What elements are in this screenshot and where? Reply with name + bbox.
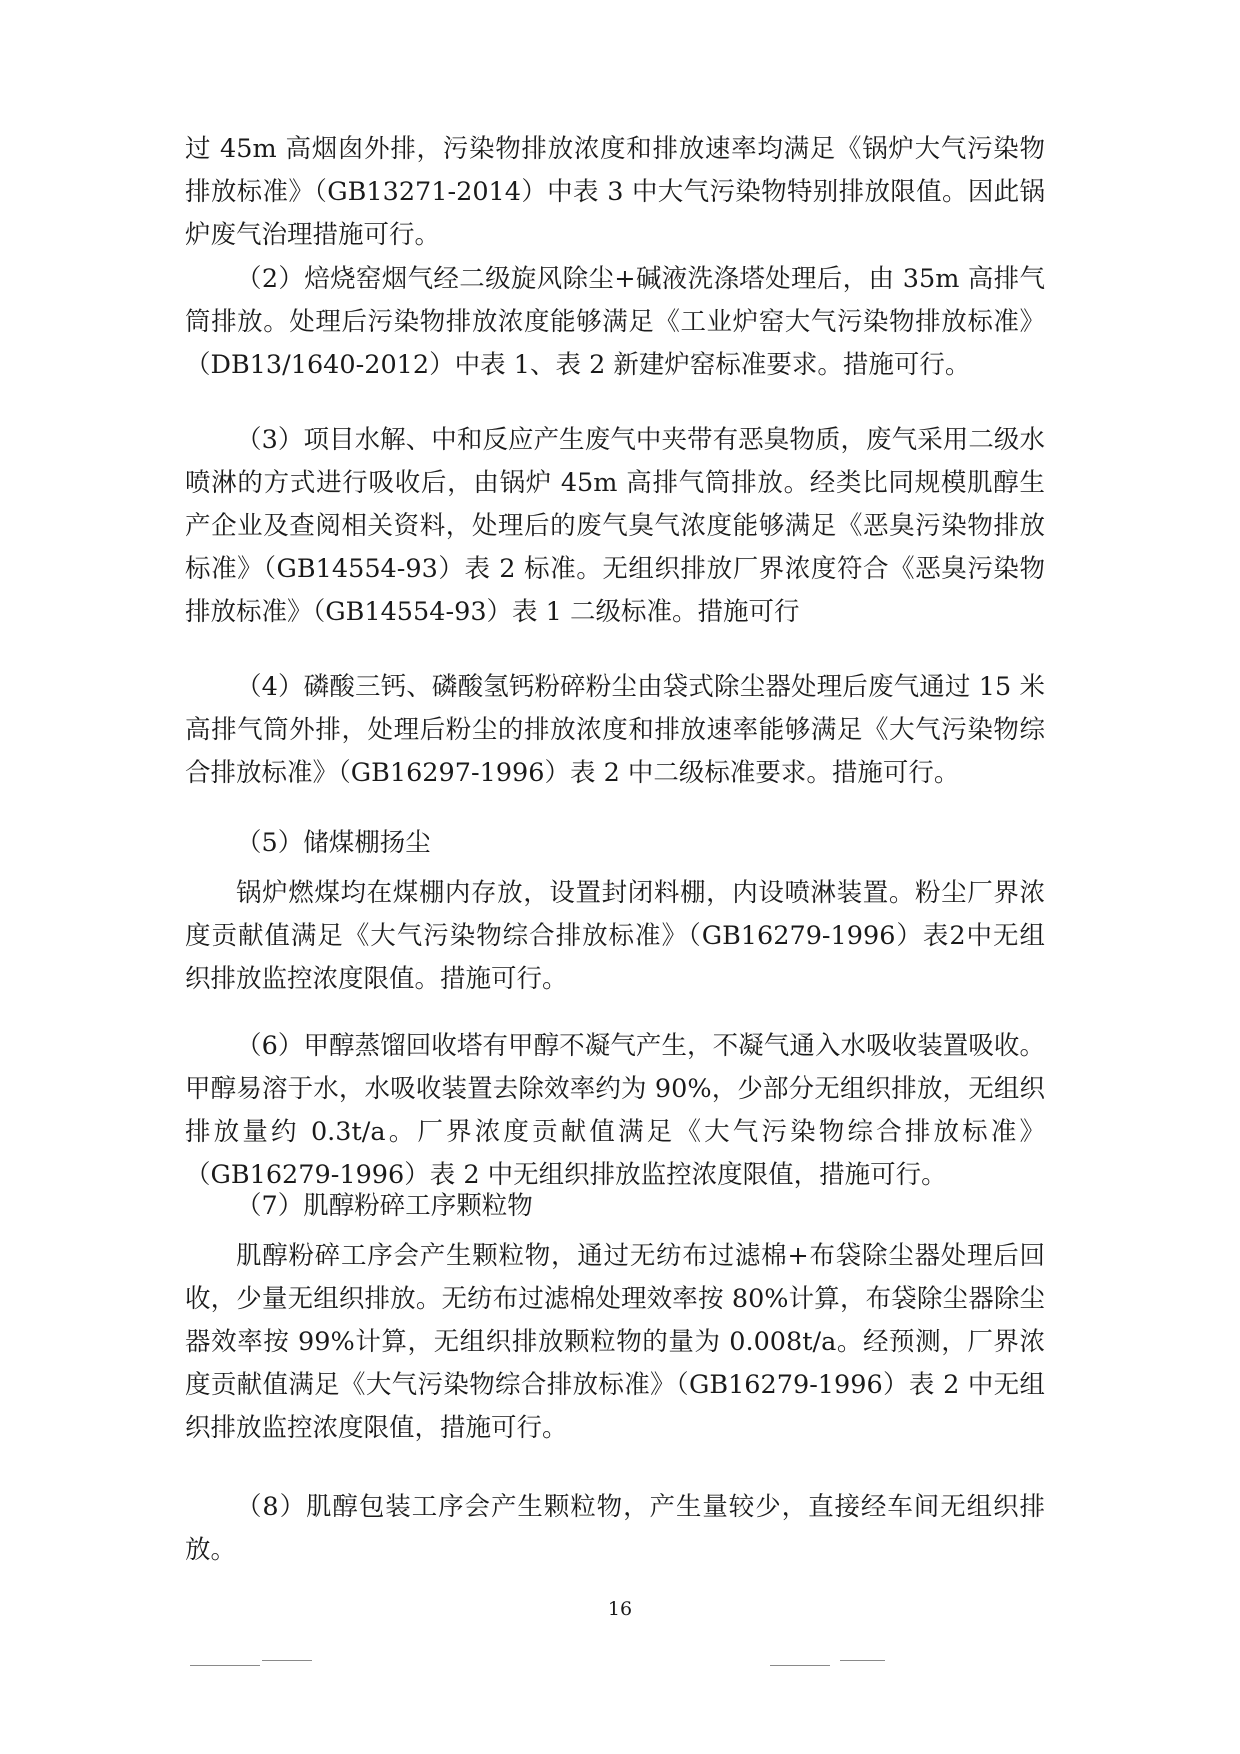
paragraph-inositol-packaging: （8）肌醇包装工序会产生颗粒物，产生量较少，直接经车间无组织排放。: [185, 1492, 1045, 1565]
paragraph-roasting-kiln: （2）焙烧窑烟气经二级旋风除尘+碱液洗涤塔处理后，由 35m 高排气筒排放。处理后污染物排放浓度能够满足《工业炉窑大气污染物排放标准》（DB13/1640-2012）中表 1、表 2 新建炉窑标准要求。措施可行。: [185, 264, 1045, 380]
paragraph-odor-gas: （3）项目水解、中和反应产生废气中夹带有恶臭物质，废气采用二级水喷淋的方式进行吸收后，由锅炉 45m 高排气筒排放。经类比同规模肌醇生产企业及查阅相关资料，处理后的废气臭气浓度能够满足《恶臭污染物排放标准》（GB14554-93）表 2 标准。无组织排放厂界浓度符合《恶臭污染物排放标准》（GB14554-93）表 1 二级标准。措施可行: [185, 425, 1045, 627]
heading-coal-shed-dust: （5）储煤棚扬尘: [236, 828, 431, 858]
paragraph-inositol-crushing: 肌醇粉碎工序会产生颗粒物，通过无纺布过滤棉+布袋除尘器处理后回收，少量无组织排放。无纺布过滤棉处理效率按 80%计算，布袋除尘器除尘器效率按 99%计算，无组织排放颗粒物的量为 0.008t/a。经预测，厂界浓度贡献值满足《大气污染物综合排放标准》（GB16279-1996）表 2 中无组织排放监控浓度限值，措施可行。: [185, 1241, 1045, 1443]
paragraph-boiler-emission: 过 45m 高烟囱外排，污染物排放浓度和排放速率均满足《锅炉大气污染物排放标准》（GB13271-2014）中表 3 中大气污染物特别排放限值。因此锅炉废气治理措施可行。: [185, 134, 1045, 250]
page-number: 16: [607, 1598, 633, 1620]
footer-scan-line: [840, 1660, 885, 1661]
footer-scan-line: [770, 1665, 830, 1666]
paragraph-phosphate-dust: （4）磷酸三钙、磷酸氢钙粉碎粉尘由袋式除尘器处理后废气通过 15 米高排气筒外排，处理后粉尘的排放浓度和排放速率能够满足《大气污染物综合排放标准》（GB16297-1996）表 2 中二级标准要求。措施可行。: [185, 672, 1045, 788]
heading-inositol-crushing: （7）肌醇粉碎工序颗粒物: [236, 1191, 533, 1221]
paragraph-methanol: （6）甲醇蒸馏回收塔有甲醇不凝气产生，不凝气通入水吸收装置吸收。甲醇易溶于水，水吸收装置去除效率约为 90%，少部分无组织排放，无组织排放量约 0.3t/a。厂界浓度贡献值满足《大气污染物综合排放标准》（GB16279-1996）表 2 中无组织排放监控浓度限值，措施可行。: [185, 1031, 1045, 1190]
footer-scan-line: [190, 1665, 260, 1666]
paragraph-coal-shed: 锅炉燃煤均在煤棚内存放，设置封闭料棚，内设喷淋装置。粉尘厂界浓度贡献值满足《大气污染物综合排放标准》（GB16279-1996）表2中无组织排放监控浓度限值。措施可行。: [185, 878, 1045, 994]
footer-scan-line: [262, 1660, 312, 1661]
